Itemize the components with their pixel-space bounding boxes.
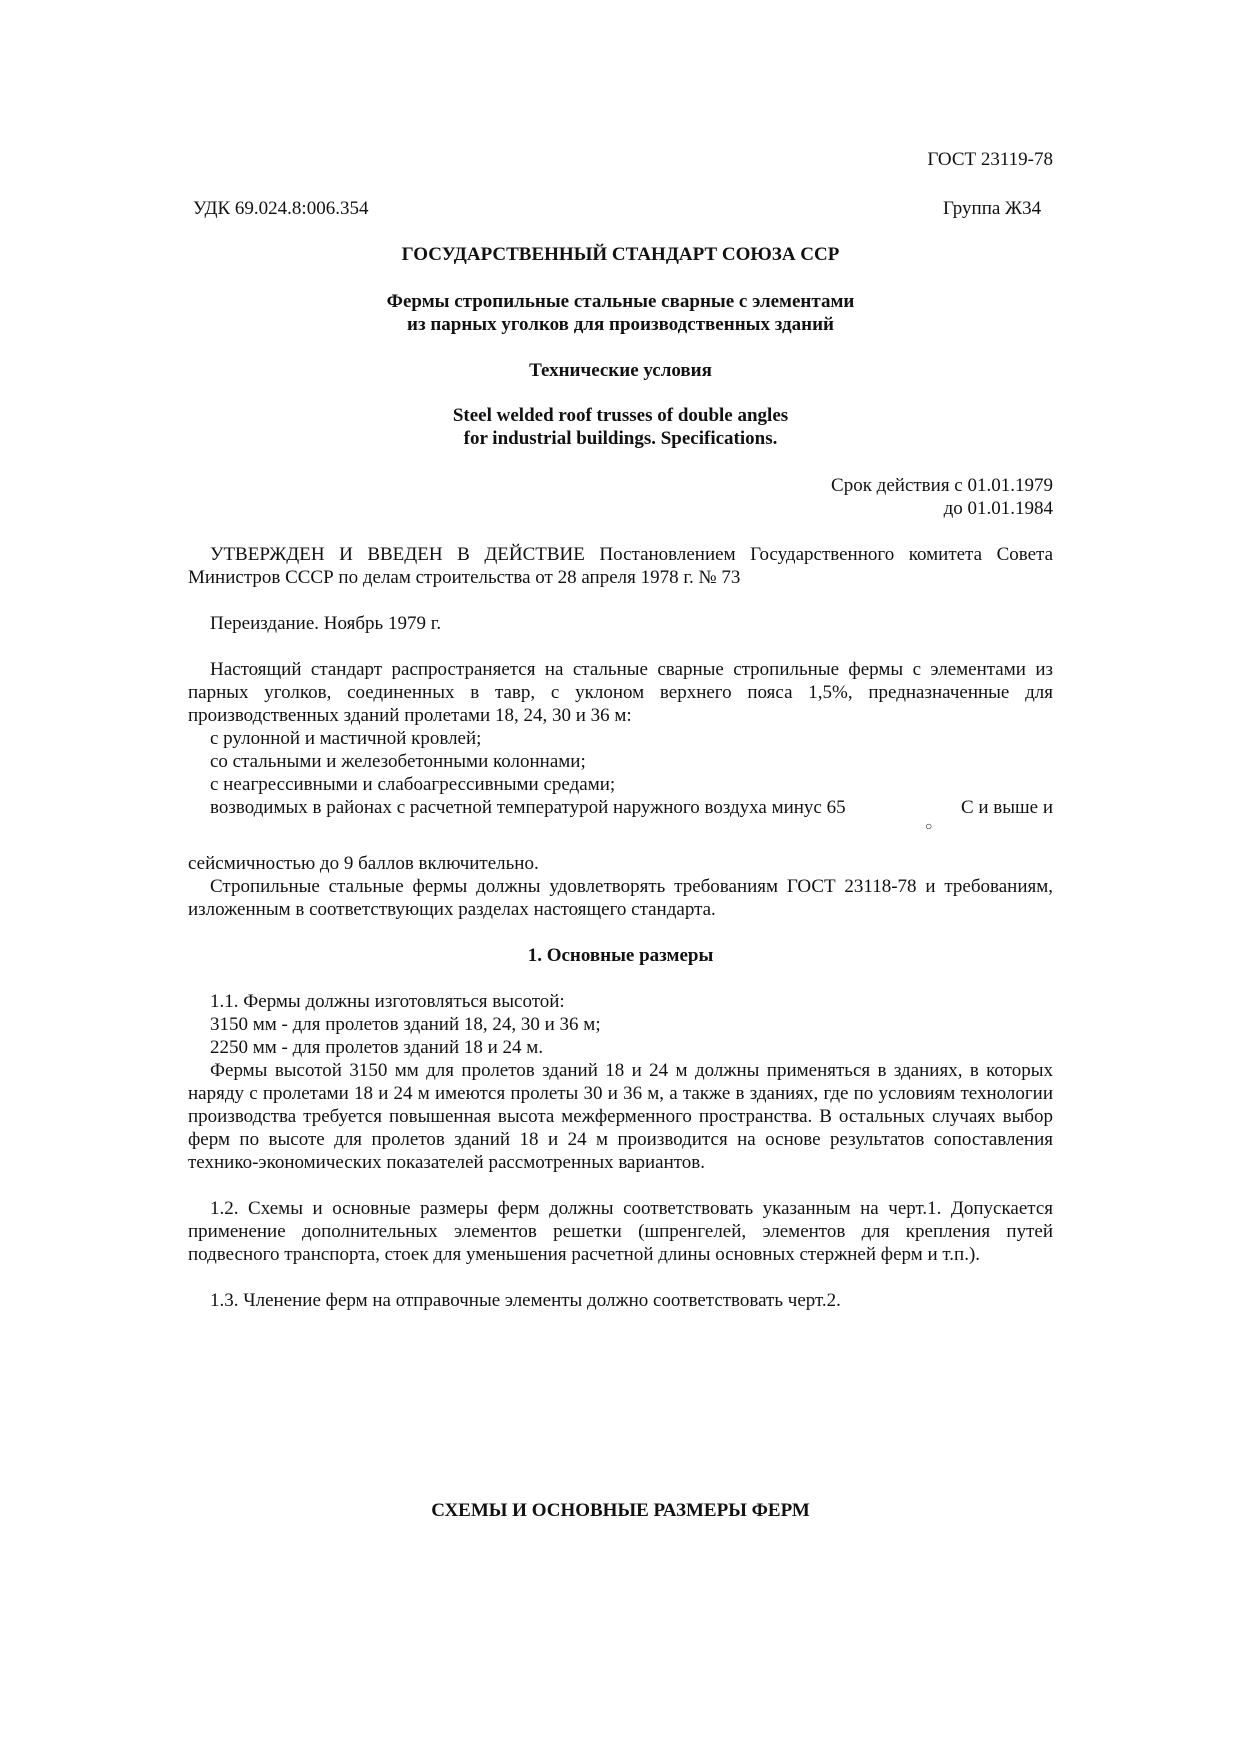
reissue-note: Переиздание. Ноябрь 1979 г. — [210, 613, 442, 634]
standard-name-en-line1: Steel welded roof trusses of double angles — [452, 405, 789, 426]
standard-name-ru-line1: Фермы стропильные стальные сварные с элементами — [386, 291, 855, 312]
scope-requirements: Стропильные стальные фермы должны удовлетворять требованиям ГОСТ 23118-78 и требованиям, изложенным в соответствующих разделах настоящего стандарта. — [188, 876, 1053, 920]
state-standard-title: ГОСУДАРСТВЕННЫЙ СТАНДАРТ СОЮЗА ССР — [401, 244, 840, 265]
scope-item-roofing: с рулонной и мастичной кровлей; — [210, 728, 482, 749]
scope-item-temperature-part2: С и выше и — [960, 797, 1053, 818]
validity-from: Срок действия с 01.01.1979 — [831, 475, 1053, 496]
clause-1-1-height-3150: 3150 мм - для пролетов зданий 18, 24, 30 и 36 м; — [210, 1014, 601, 1035]
standard-name-ru-line2: из парных уголков для производственных зданий — [407, 314, 834, 335]
section1-heading: 1. Основные размеры — [527, 945, 714, 966]
clause-1-3: 1.3. Членение ферм на отправочные элементы должно соответствовать черт.2. — [210, 1290, 841, 1311]
scope-item-seismicity: сейсмичностью до 9 баллов включительно. — [188, 853, 539, 874]
scope-item-environment: с неагрессивными и слабоагрессивными средами; — [210, 774, 616, 795]
clause-1-1: 1.1. Фермы должны изготовляться высотой: — [210, 991, 565, 1012]
clause-1-1-application: Фермы высотой 3150 мм для пролетов зданий 18 и 24 м должны применяться в зданиях, в которых наряду с пролетами 18 и 24 м имеются пролеты 30 и 36 м, а также в зданиях, где по условиям технологии производства требуется повышенная высота межферменного пространства. В остальных случаях выбор ферм по высоте для пролетов зданий 18 и 24 м производится на основе результатов сопоставления технико-экономических показателей рассмотренных вариантов. — [188, 1060, 1053, 1173]
clause-1-1-height-2250: 2250 мм - для пролетов зданий 18 и 24 м. — [210, 1037, 544, 1058]
scope-intro: Настоящий стандарт распространяется на стальные сварные стропильные фермы с элементами из парных уголков, соединенных в тавр, с уклоном верхнего пояса 1,5%, предназначенные для производственных зданий пролетами 18, 24, 30 и 36 м: — [188, 659, 1053, 726]
group-code: Группа Ж34 — [943, 198, 1042, 219]
gost-number: ГОСТ 23119-78 — [927, 149, 1053, 170]
scope-item-columns: со стальными и железобетонными колоннами; — [210, 751, 586, 772]
clause-1-2: 1.2. Схемы и основные размеры ферм должны соответствовать указанным на черт.1. Допускается применение дополнительных элементов решетки (шпренгелей, элементов для крепления путей подвесного транспорта, стоек для уменьшения расчетной длины основных стержней ферм и т.п.). — [188, 1198, 1053, 1265]
validity-to: до 01.01.1984 — [943, 498, 1053, 519]
standard-name-en-line2: for industrial buildings. Specifications. — [463, 428, 778, 449]
degree-symbol: ○ — [925, 819, 933, 833]
subtitle-ru: Технические условия — [529, 360, 712, 381]
figure-heading: СХЕМЫ И ОСНОВНЫЕ РАЗМЕРЫ ФЕРМ — [431, 1500, 810, 1521]
scope-item-temperature-part1: возводимых в районах с расчетной температурой наружного воздуха минус 65 — [210, 797, 846, 818]
udk-code: УДК 69.024.8:006.354 — [193, 198, 369, 219]
approval-paragraph: УТВЕРЖДЕН И ВВЕДЕН В ДЕЙСТВИЕ Постановлением Государственного комитета Совета Министров СССР по делам строительства от 28 апреля 1978 г. № 73 — [188, 544, 1053, 588]
